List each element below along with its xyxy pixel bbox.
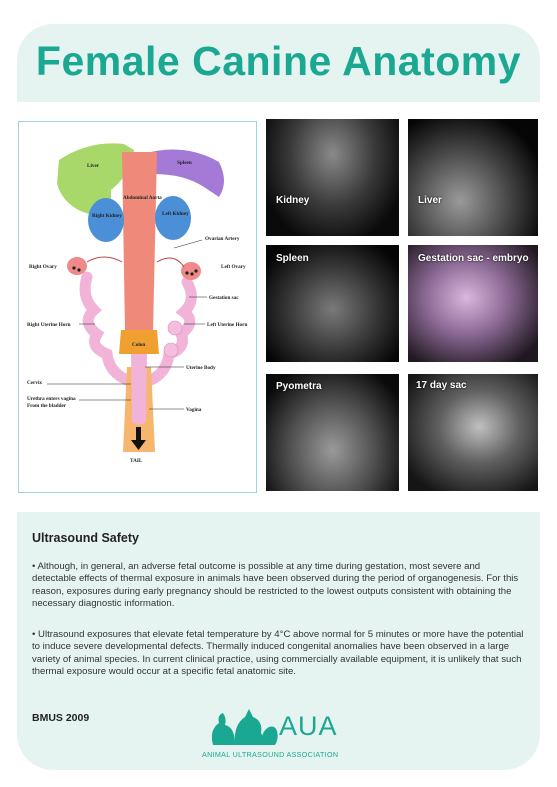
- image-label-17-day-sac: 17 day sac: [416, 380, 467, 391]
- label-right-kidney: Right Kidney: [92, 213, 122, 219]
- image-label-gestation-sac: Gestation sac - embryo: [418, 253, 529, 264]
- label-right-ovary: Right Ovary: [29, 264, 57, 270]
- safety-title: Ultrasound Safety: [32, 531, 139, 545]
- label-urethra: Urethra enters vagina: [27, 396, 76, 402]
- logo-subtitle: ANIMAL ULTRASOUND ASSOCIATION: [202, 750, 339, 759]
- safety-paragraph-1: • Although, in general, an adverse fetal outcome is possible at any time during gestation, most severe and detectable effects of thermal exposure in animals have been observed during the period of organogenesis. For this reason, exposures during early pregnancy should be restricted to the lowest outputs consistent with obtaining the necessary diagnostic information.: [32, 561, 519, 610]
- page-title: Female Canine Anatomy: [35, 38, 522, 84]
- ultrasound-image-spleen: [266, 245, 399, 362]
- anatomy-diagram: [18, 121, 257, 493]
- ultrasound-image-liver: [408, 119, 538, 236]
- anatomy-diagram-svg: [19, 122, 256, 492]
- safety-paragraph-2: • Ultrasound exposures that elevate fetal temperature by 4°C above normal for 5 minutes or more have the potential to induce severe developmental defects. Thermally induced congenital anomalies have been observed in a large variety of animal species. In current clinical practice, using commercially available equipment, it is unlikely that such thermal exposure would occur at a specific fetal anatomic site.: [32, 629, 524, 678]
- label-aorta: Abdominal Aorta: [123, 195, 162, 201]
- right-uterine-horn: [85, 277, 127, 380]
- label-tail: TAIL: [130, 458, 143, 464]
- ultrasound-image-gestation-sac: [408, 245, 538, 362]
- right-kidney-shape: [88, 198, 124, 242]
- label-cervix: Cervix: [27, 380, 42, 386]
- label-colon: Colon: [132, 342, 146, 348]
- label-right-uterine-horn: Right Uterine Horn: [27, 322, 71, 328]
- right-ovary-shape: [67, 257, 87, 275]
- title-banner: [17, 24, 540, 102]
- safety-panel: [17, 512, 540, 770]
- label-left-kidney: Left Kidney: [162, 211, 189, 217]
- label-left-ovary: Left Ovary: [221, 264, 246, 270]
- logo-animals-icon: [205, 705, 280, 749]
- left-ovary-shape: [181, 262, 201, 280]
- left-kidney-shape: [155, 196, 191, 240]
- label-uterine-body: Uterine Body: [186, 365, 216, 371]
- source-citation: BMUS 2009: [32, 712, 90, 724]
- label-gestation-sac: Gestation sac: [209, 295, 239, 301]
- logo-text: AUA: [279, 711, 338, 741]
- ultrasound-image-pyometra: [266, 374, 399, 491]
- ultrasound-image-17-day-sac: [408, 374, 538, 491]
- image-label-spleen: Spleen: [276, 253, 309, 264]
- label-left-uterine-horn: Left Uterine Horn: [207, 322, 248, 328]
- image-label-pyometra: Pyometra: [276, 381, 322, 392]
- label-urethra-bladder: From the bladder: [27, 403, 67, 409]
- ultrasound-image-kidney: [266, 119, 399, 236]
- label-spleen: Spleen: [177, 160, 192, 166]
- uterine-body-shape: [131, 352, 147, 425]
- aorta-shape: [122, 152, 157, 340]
- label-ovarian-artery: Ovarian Artery: [205, 236, 240, 242]
- label-vagina: Vagina: [186, 407, 202, 413]
- image-label-liver: Liver: [418, 195, 442, 206]
- label-liver: Liver: [87, 163, 100, 169]
- image-label-kidney: Kidney: [276, 195, 310, 206]
